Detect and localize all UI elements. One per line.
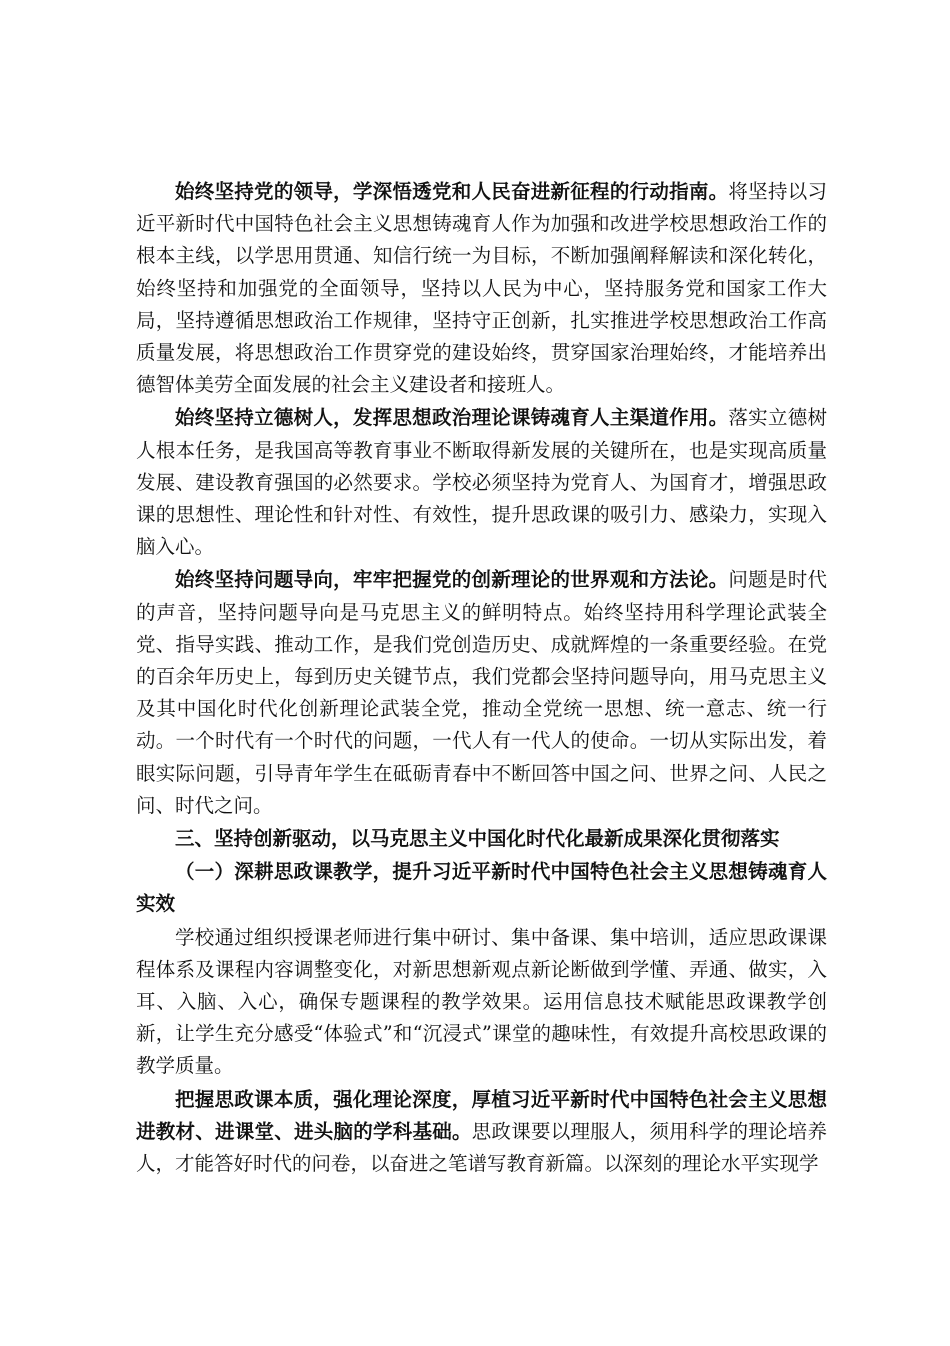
paragraph-lead: 始终坚持党的领导，学深悟透党和人民奋进新征程的行动指南。 xyxy=(175,180,729,203)
subsection-heading: （一）深耕思政课教学，提升习近平新时代中国特色社会主义思想铸魂育人实效 xyxy=(136,860,827,916)
paragraph-body: 思政课要以理服人，须用科学的理论培养人，才能答好时代的问卷，以奋进之笔谱写教育新篇。以深刻的理论水平实现学 xyxy=(136,1119,827,1176)
paragraph-lead: 把握思政课本质，强化理论深度，厚植习近平新时代中国特色社会主义思想进教材、进课堂、进头脑的学科基础。 xyxy=(136,1087,827,1143)
paragraph-theory-depth xyxy=(136,1084,827,1181)
paragraph-body: 将坚持以习近平新时代中国特色社会主义思想铸魂育人作为加强和改进学校思想政治工作的根本主线，以学思用贯通、知信行统一为目标，不断加强阐释解读和深化转化，始终坚持和加强党的全面领导，坚持以人民为中心，坚持服务党和国家工作大局，坚持遵循思想政治工作规律，坚持守正创新，扎实推进学校思想政治工作高质量发展，将思想政治工作贯穿党的建设始终，贯穿国家治理始终，才能培养出德智体美劳全面发展的社会主义建设者和接班人。 xyxy=(136,180,827,397)
paragraph-moral-education xyxy=(136,402,827,563)
document-body xyxy=(136,176,827,1180)
paragraph-body: 问题是时代的声音，坚持问题导向是马克思主义的鲜明特点。始终坚持用科学理论武装全党、指导实践、推动工作，是我们党创造历史、成就辉煌的一条重要经验。在党的百余年历史上，每到历史关键节点，我们党都会坚持问题导向，用马克思主义及其中国化时代化创新理论武装全党，推动全党统一思想、统一意志、统一行动。一个时代有一个时代的问题，一代人有一代人的使命。一切从实际出发，着眼实际问题，引导青年学生在砥砺青春中不断回答中国之问、世界之问、人民之问、时代之问。 xyxy=(136,568,827,817)
paragraph-lead: 始终坚持问题导向，牢牢把握党的创新理论的世界观和方法论。 xyxy=(175,568,729,592)
paragraph-teaching-practice: 学校通过组织授课老师进行集中研讨、集中备课、集中培训，适应思政课课程体系及课程内容调整变化，对新思想新观点新论断做到学懂、弄通、做实，入耳、入脑、入心，确保专题课程的教学效果。运用信息技术赋能思政课教学创新，让学生充分感受“体验式”和“沉浸式”课堂的趣味性，有效提升高校思政课的教学质量。 xyxy=(136,925,827,1078)
paragraph-body: 落实立德树人根本任务，是我国高等教育事业不断取得新发展的关键所在，也是实现高质量发展、建设教育强国的必然要求。学校必须坚持为党育人、为国育才，增强思政课的思想性、理论性和针对性、有效性，提升思政课的吸引力、感染力，实现入脑入心。 xyxy=(136,406,827,559)
paragraph-lead: 始终坚持立德树人，发挥思想政治理论课铸魂育人主渠道作用。 xyxy=(175,406,729,430)
paragraph-party-leadership xyxy=(136,176,827,401)
section-heading: 三、坚持创新驱动，以马克思主义中国化时代化最新成果深化贯彻落实 xyxy=(175,827,780,851)
paragraph-problem-orientation xyxy=(136,564,827,822)
